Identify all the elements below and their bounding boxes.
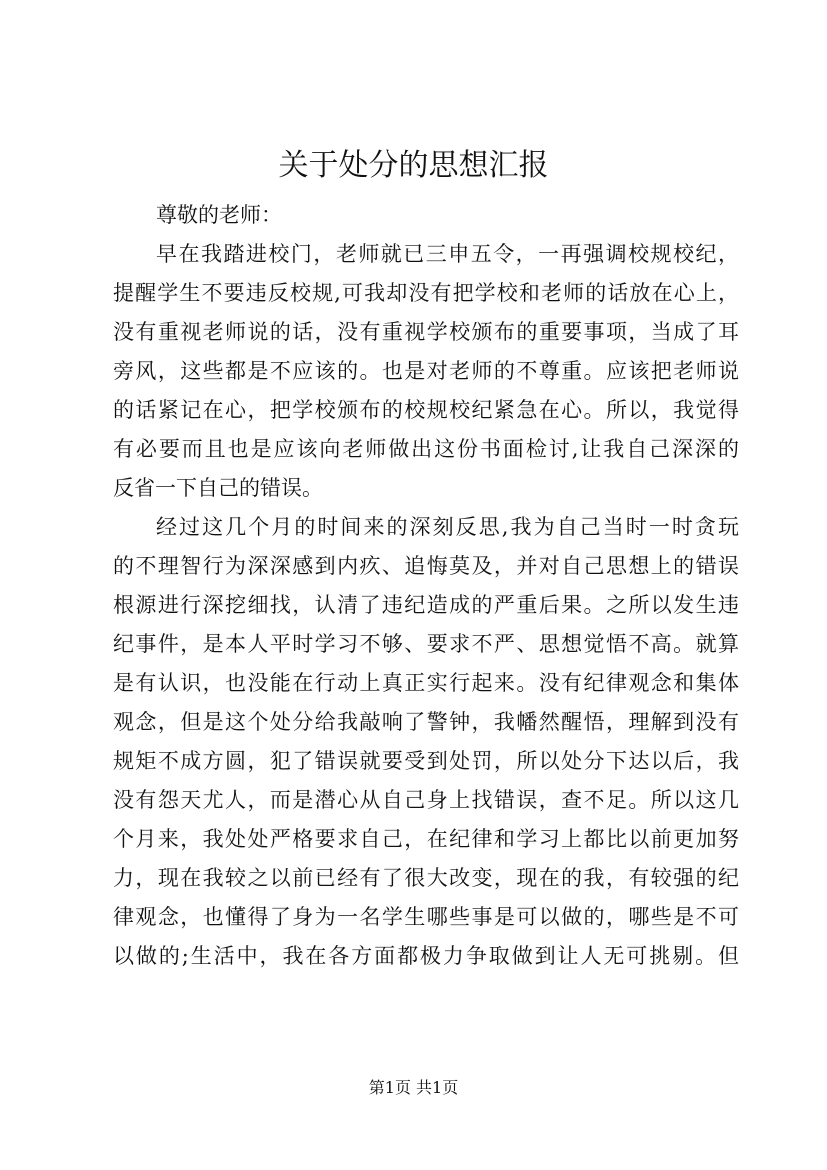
paragraph-2-line: 纪事件，是本人平时学习不够、要求不严、思想觉悟不高。就算 — [113, 632, 739, 656]
paragraph-2-line: 经过这几个月的时间来的深刻反思,我为自己当时一时贪玩 — [156, 515, 739, 539]
salutation: 尊敬的老师： — [156, 203, 282, 227]
paragraph-2-line: 观念，但是这个处分给我敲响了警钟，我幡然醒悟，理解到没有 — [113, 710, 739, 734]
document-title: 关于处分的思想汇报 — [278, 148, 549, 183]
paragraph-2-line: 个月来，我处处严格要求自己，在纪律和学习上都比以前更加努 — [113, 827, 739, 851]
paragraph-1-line: 反省一下自己的错误。 — [113, 476, 323, 500]
paragraph-2-line: 没有怨天尤人，而是潜心从自己身上找错误，查不足。所以这几 — [113, 788, 739, 812]
document-body — [113, 196, 739, 976]
paragraph-1-line: 有必要而且也是应该向老师做出这份书面检讨,让我自己深深的 — [113, 437, 739, 461]
paragraph-2-line: 的不理智行为深深感到内疚、追悔莫及，并对自己思想上的错误 — [113, 554, 739, 578]
page-footer: 第1页 共1页 — [368, 1078, 459, 1097]
paragraph-2-line: 律观念，也懂得了身为一名学生哪些事是可以做的，哪些是不可 — [113, 905, 739, 929]
paragraph-1-line: 的话紧记在心，把学校颁布的校规校纪紧急在心。所以，我觉得 — [113, 398, 739, 422]
paragraph-1-line: 旁风，这些都是不应该的。也是对老师的不尊重。应该把老师说 — [113, 359, 739, 383]
paragraph-2-line: 力，现在我较之以前已经有了很大改变，现在的我，有较强的纪 — [113, 866, 739, 890]
paragraph-2-line: 根源进行深挖细找，认清了违纪造成的严重后果。之所以发生违 — [113, 593, 739, 617]
paragraph-1-line: 早在我踏进校门，老师就已三申五令，一再强调校规校纪， — [156, 242, 739, 266]
paragraph-1-line: 没有重视老师说的话，没有重视学校颁布的重要事项，当成了耳 — [113, 320, 739, 344]
paragraph-2-line: 规矩不成方圆，犯了错误就要受到处罚，所以处分下达以后，我 — [113, 749, 739, 773]
paragraph-1-line: 提醒学生不要违反校规,可我却没有把学校和老师的话放在心上， — [113, 281, 739, 305]
paragraph-2-line: 是有认识，也没能在行动上真正实行起来。没有纪律观念和集体 — [113, 671, 739, 695]
paragraph-2-line: 以做的;生活中，我在各方面都极力争取做到让人无可挑剔。但 — [113, 944, 739, 968]
